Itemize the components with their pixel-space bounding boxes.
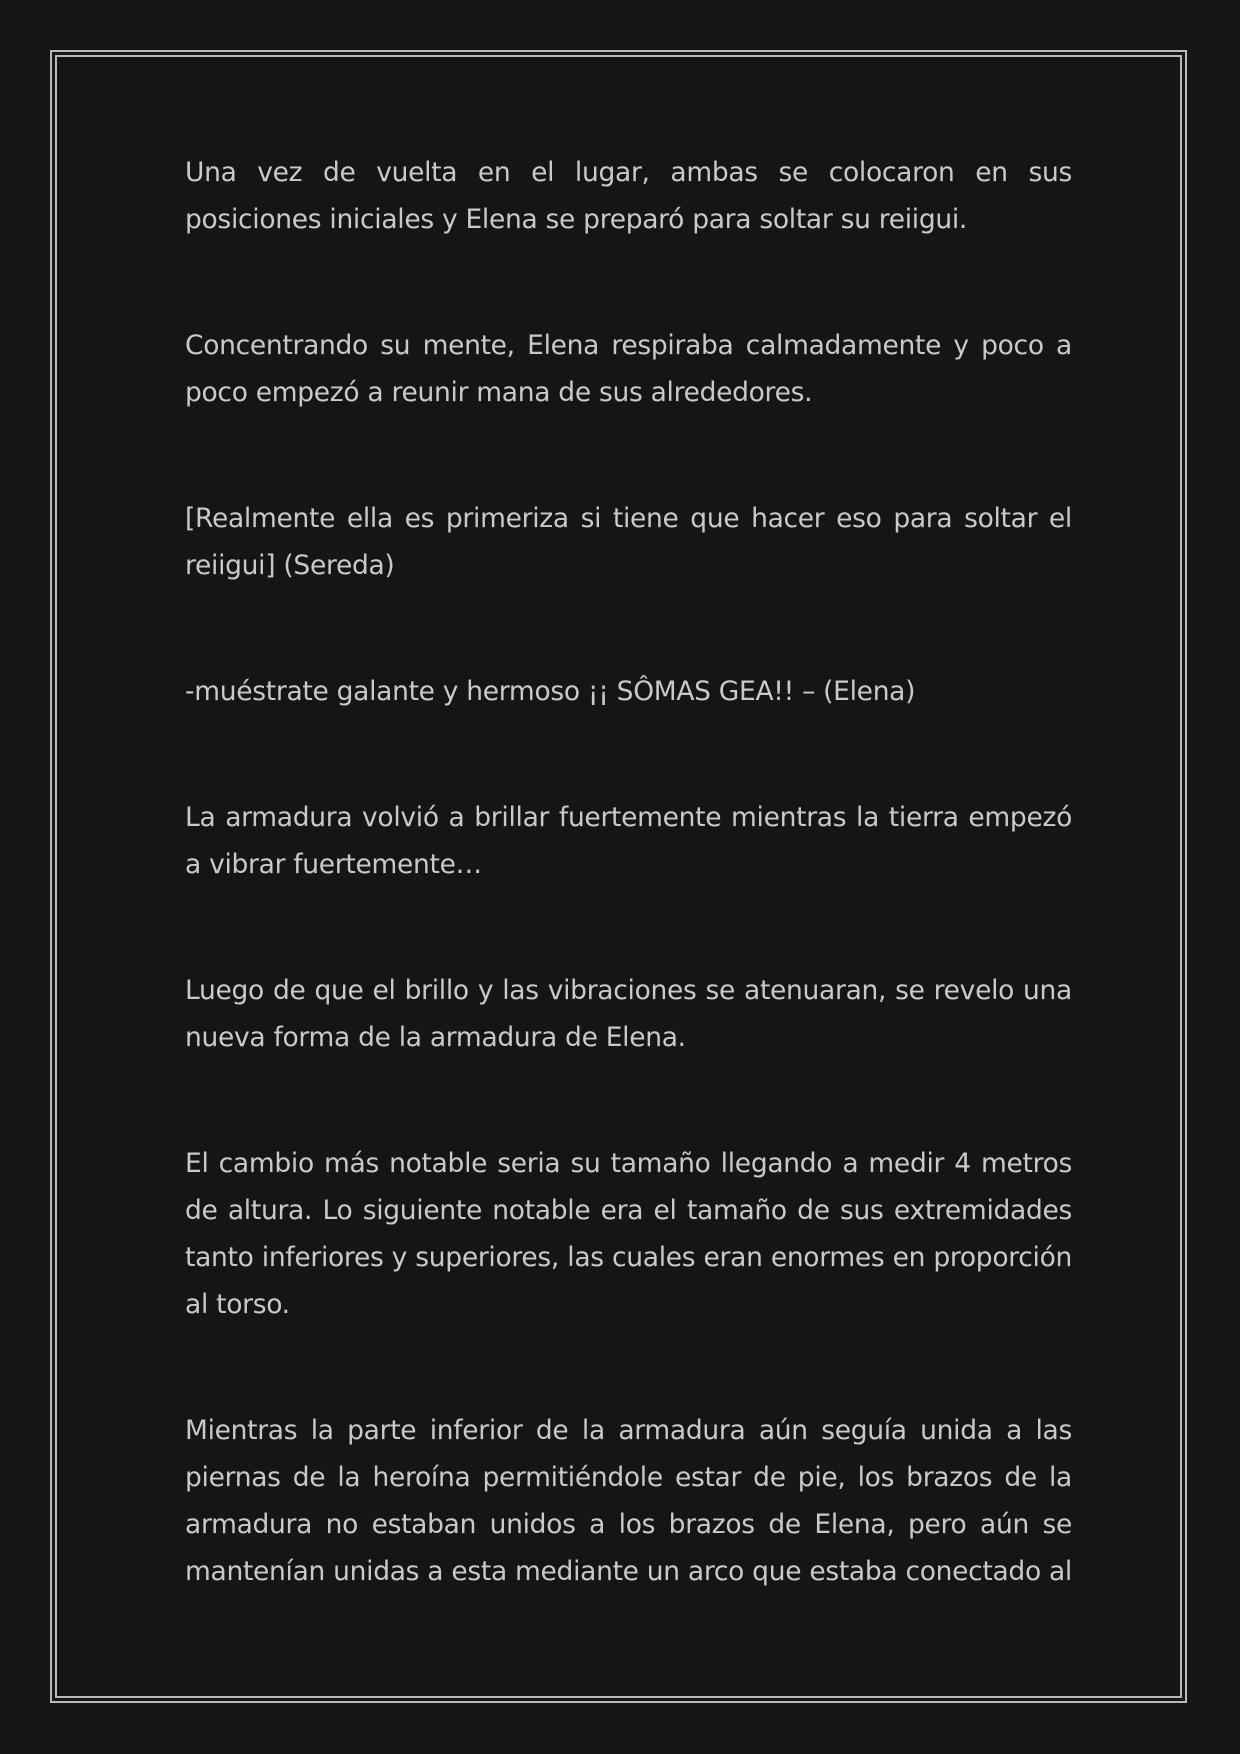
document-body	[185, 149, 1072, 1595]
paragraph-8: Mientras la parte inferior de la armadura aún seguía unida a las piernas de la heroína permitiéndole estar de pie, los brazos de la armadura no estaban unidos a los brazos de Elena, pero aún se mantenían unidas a esta mediante un arco que estaba conectado al	[185, 1415, 1072, 1587]
paragraph-6: Luego de que el brillo y las vibraciones se atenuaran, se revelo una nueva forma de la armadura de Elena.	[185, 975, 1072, 1053]
paragraph-7: El cambio más notable seria su tamaño llegando a medir 4 metros de altura. Lo siguiente notable era el tamaño de sus extremidades tanto inferiores y superiores, las cuales eran enormes en proporción al torso.	[185, 1148, 1072, 1320]
paragraph-2: Concentrando su mente, Elena respiraba calmadamente y poco a poco empezó a reunir mana de sus alrededores.	[185, 330, 1072, 408]
paragraph-3: [Realmente ella es primeriza si tiene que hacer eso para soltar el reiigui] (Sereda)	[185, 503, 1072, 581]
page-frame	[50, 50, 1187, 1703]
paragraph-4: -muéstrate galante y hermoso ¡¡ SÔMAS GEA!! – (Elena)	[185, 676, 916, 707]
paragraph-5: La armadura volvió a brillar fuertemente mientras la tierra empezó a vibrar fuertemente…	[185, 802, 1072, 880]
paragraph-1: Una vez de vuelta en el lugar, ambas se colocaron en sus posiciones iniciales y Elena se preparó para soltar su reiigui.	[185, 157, 1072, 235]
